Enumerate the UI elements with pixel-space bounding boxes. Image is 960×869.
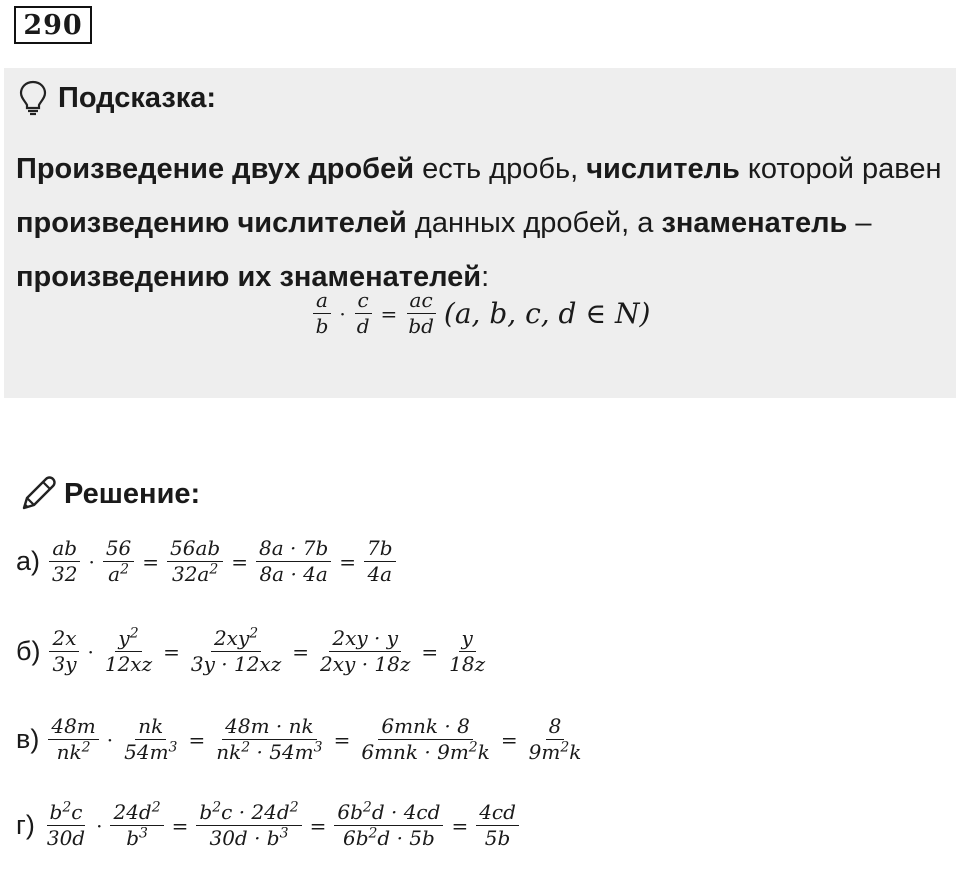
hint-title: Подсказка: (58, 81, 217, 114)
hint-formula: $\frac{a}{b}$ · $\frac{c}{d}$ = $\frac{ac}{bd}$ (a, b, c, d ∈ N) (4, 288, 956, 339)
row-label: б) (16, 636, 41, 666)
solution-row-d: г) $\frac{b^2c}{30d}$ · $\frac{24d^2}{b^3}$ = $\frac{b^2c \cdot 24d^2}{30d \cdot b^3}$ = $\frac{6b^2d \cdot 4cd}{6b^2d \cdot 5b}$ = $\frac{4cd}{5b}$ (16, 800, 522, 851)
hint-header (18, 80, 216, 116)
solution-row-a: а) $\frac{ab}{32}$ · $\frac{56}{a^2}$ = $\frac{56ab}{32a^2}$ = $\frac{8a \cdot 7b}{8a \cdot 4a}$ = $\frac{7b}{4a}$ (16, 536, 399, 587)
hint-text (16, 142, 946, 304)
lightbulb-icon (18, 80, 48, 116)
hint-text-10: : (481, 261, 490, 293)
task-number: 290 (14, 6, 92, 44)
solution-header (18, 474, 200, 514)
hint-text-2: есть дробь, (414, 153, 587, 185)
hint-text-7: знаменатель (661, 207, 848, 239)
hint-text-1: Произведение двух дробей (16, 153, 415, 185)
hint-text-9: произведению их знаменателей (16, 261, 482, 293)
hint-text-6: данных дробей, а (406, 207, 662, 239)
row-label: в) (16, 724, 40, 754)
hint-text-8: – (847, 207, 872, 239)
hint-text-5: произведению числителей (16, 207, 407, 239)
hint-text-3: числитель (586, 153, 740, 185)
hint-text-4: которой равен (739, 153, 942, 185)
row-label: а) (16, 546, 41, 576)
solution-row-b: б) $\frac{2x}{3y}$ · $\frac{y^2}{12xz}$ = $\frac{2xy^2}{3y \cdot 12xz}$ = $\frac{2xy \cdot y}{2xy \cdot 18z}$ = $\frac{y}{18z}$ (16, 625, 486, 676)
hint-panel (4, 68, 956, 398)
pencil-icon (18, 474, 58, 514)
solution-row-c: в) $\frac{48m}{nk^2}$ · $\frac{nk}{54m^3}$ = $\frac{48m \cdot nk}{nk^2 \cdot 54m^3}$ = $\frac{\text{6mnk · 8}}{6mnk \cdot 9m^2k}$ = $\frac{8}{9m^2k}$ (16, 714, 582, 764)
formula-condition: (a, b, c, d ∈ N) (443, 297, 651, 330)
row-label: г) (16, 810, 35, 840)
solution-title: Решение: (64, 477, 201, 510)
